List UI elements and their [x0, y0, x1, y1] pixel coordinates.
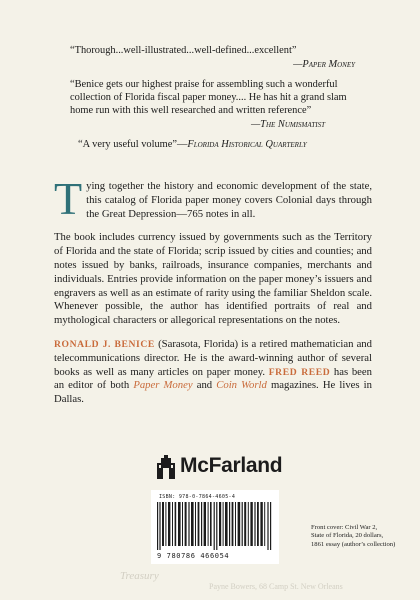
- praise-credit-1: —Paper Money: [293, 59, 355, 70]
- barcode-bars: [157, 502, 273, 550]
- isbn-barcode: [151, 490, 279, 564]
- magazine-paper-money: Paper Money: [133, 379, 193, 392]
- isbn-label: ISBN: 978-0-7864-4605-4: [159, 494, 236, 500]
- description-intro-text: ying together the history and economic development of the state, this catalog of Florida paper money covers Colonial days through the Great Depression—765 notes in all.: [86, 180, 372, 220]
- praise-quote-2: “Benice gets our highest praise for assembling such a wonderful collection of Florida fiscal paper money.... He has hit a grand slam home run with this well researched and written reference”: [70, 79, 347, 116]
- watermark-word: Treasury: [120, 570, 159, 582]
- praise-quote-3: [78, 138, 355, 151]
- publisher-name: McFarland: [180, 454, 283, 477]
- cover-caption-line-2: State of Florida, 20 dollars,: [311, 532, 384, 540]
- publisher-logo: [155, 453, 282, 479]
- bio-end-text: magazines. He lives in Dallas.: [54, 379, 372, 406]
- praise-section: [70, 44, 355, 151]
- drop-cap: T: [54, 173, 83, 224]
- cover-caption: [311, 524, 395, 549]
- magazine-coin-world: Coin World: [216, 379, 267, 392]
- barcode-number: 9 780786 466054: [157, 552, 230, 560]
- editor-bio-text: has been an editor of both: [54, 365, 373, 392]
- watermark-line: Payne Bowers, 68 Camp St. New Orleans: [209, 582, 343, 591]
- book-description: [54, 173, 373, 407]
- description-details: The book includes currency issued by governments such as the Territory of Florida and the state of Florida; scrip issued by cities and counties; and notes issued by banks, railroads, insurance companies, merchants and individuals. Entries provide information on the paper money’s issuers and engravers as well as an estimate of rarity using the familiar Sheldon scale. Whenever possible, the author has identified portraits of real and mythological characters or allegorical representations on the notes.: [54, 231, 372, 327]
- editor-name: FRED REED: [268, 366, 331, 378]
- praise-credit-2: —The Numismatist: [250, 119, 325, 130]
- cover-caption-line-1: Front cover: Civil War 2,: [311, 524, 378, 531]
- mcfarland-castle-icon: [155, 453, 177, 479]
- author-name: RONALD J. BENICE: [54, 338, 155, 350]
- praise-quote-1: “Thorough...well-illustrated...well-defined...excellent”: [70, 45, 297, 56]
- author-bio: [54, 338, 372, 407]
- cover-caption-line-3: 1861 essay (author’s collection): [311, 540, 396, 548]
- description-intro: [54, 173, 372, 224]
- praise-quote-3-text: “A very useful volume”—: [78, 139, 188, 150]
- conjunction-text: and: [192, 379, 217, 392]
- author-bio-text: (Sarasota, Florida) is a retired mathematician and telecommunications director. He is the award-winning author of several books as well as many articles on paper money.: [54, 337, 372, 378]
- praise-credit-3: Florida Historical Quarterly: [187, 139, 307, 150]
